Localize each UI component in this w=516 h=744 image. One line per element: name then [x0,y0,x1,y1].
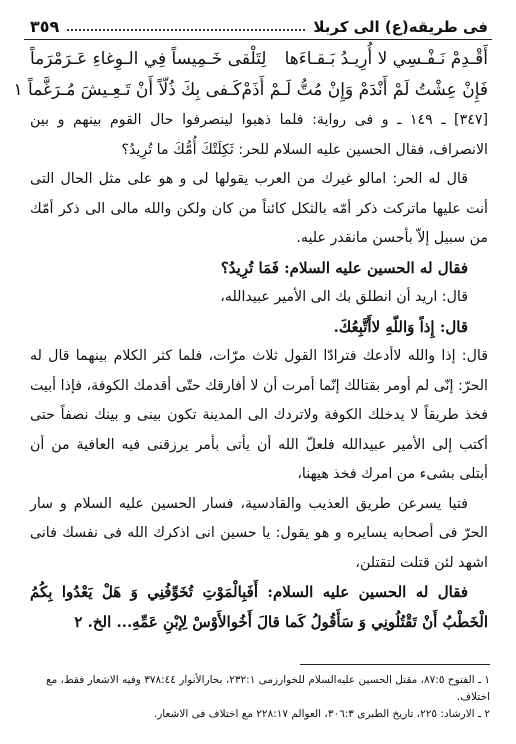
paragraph-hussain-refusal: قال: إِذاً وَاللّهِ لاأَتَّبِعُكَ. [333,317,468,336]
poem-verse-2 [13,75,488,106]
poem-hemistich-left: لِتَلْقى خَـمِيساً فِي الـوِغاءِ عَـرَمْرَماً [30,49,267,69]
footnotes [26,672,490,723]
paragraph-march: فتيا يسرعن طريق العذيب والقادسية، فسار الحسين عليه السلام و سار الحرّ فى أصحابه يسايره و هو يقول: يا حسين انى اذكرك الله فى نفسك فانى اشهد لئن قتلت لتقتلن، [30,495,488,571]
footnote-2: ٢ ـ الارشاد: ٢٢٥، تاريخ الطبرى ٣٠٦:٣، العوالم ٢٢٨:١٧ مع اختلاف فى الاشعار. [153,708,490,720]
header-rule [24,39,492,40]
paragraph-hussain-speech: فقال له الحسين عليه السلام: أَفَبِالْمَوْتِ تُخَوِّفُنِي وَ هَلْ يَعْدُوا بِكُمُ الْخَطْبُ أَنْ تَقْتُلُونِي وَ سَأَقُولُ كَما قالَ أَخُوالأَوْسْ لِإبْنِ عَمِّهِ... الخ. ٢ [30,583,488,631]
footnote-rule [300,664,490,665]
paragraph-narration-347: [٣٤٧] ـ ١٤٩ ـ و فى رواية: فلما ذهبوا لينصرفوا حال القوم بينهم و بين الانصراف، فقال الحسين عليه السلام للحر: ثَكِلَتْكَ أُمُّكَ ما تُرِيدُ؟ [30,112,489,158]
footnote-1: ١ ـ الفتوح ٨٧:٥، مقتل الحسين عليه‌السلام للخوارزمى ٢٣٢:١، بحارالأنوار ٣٧٨:٤٤ وفيه الاشعار فقط، مع اختلاف. [46,674,490,703]
page-body [13,44,489,637]
paragraph-hurr-intent: قال: اريد أن انطلق بك الى الأمير عبيدالله، [220,289,468,305]
running-header [30,14,488,36]
poem-hemistich-left: كَـفى بِكَ ذُلّاً أَنْ تَـعِـيشَ مُـرَغَّماً ١ [13,80,242,100]
poem-hemistich-right: فَإِنْ عِشْتُ لَمْ أَنْدَمْ وَإِنْ مُتُّ لَـمْ أَذَمْ [241,80,488,100]
paragraph-hussain-question: فقال له الحسين عليه السلام: فَمَا تُرِيدُ؟ [220,258,468,277]
poem-verse-1 [30,44,488,75]
page-number: ٣٥٩ [30,17,60,36]
paragraph-dialogue: قال: إذا والله لاأدعك فترادّا القول ثلاث مرّات، فلما كثر الكلام بينهما قال له الحرّ: إنّى لم أومر بقتالك إنّما أمرت أن لا أفارقك حتّى أقدمك الكوفة، فإذا أبيت فخذ طريقاً لا يدخلك الكوفة ولاتردك الى المدينة تكون بينى و بينك نصفاً حتى أكتب إلى الأمير عبيدالله فلعلّ الله أن يأتى بأمر يرزقنى فيه العافية من أن أبتلى بشىء من امرك فخذ هيهنا، [30,348,488,482]
header-dot-leader [67,29,305,31]
header-title: فى طريقه(ع) الى كربلا [313,18,488,36]
paragraph-hurr-reply: قال له الحر: امالو غيرك من العرب يقولها لى و هو على مثل الحال التى أنت عليها ماتركت ذكر أمّه بالثكل كائناً من كان ولكن والله مالى الى ذكر أمّك من سبيل إلاّ بأحسن مانقدر عليه. [30,171,488,246]
poem-hemistich-right: أَقْـدِمْ نَـفْـسِي لا أُرِيـدُ بَـقـاءَها [284,49,488,69]
